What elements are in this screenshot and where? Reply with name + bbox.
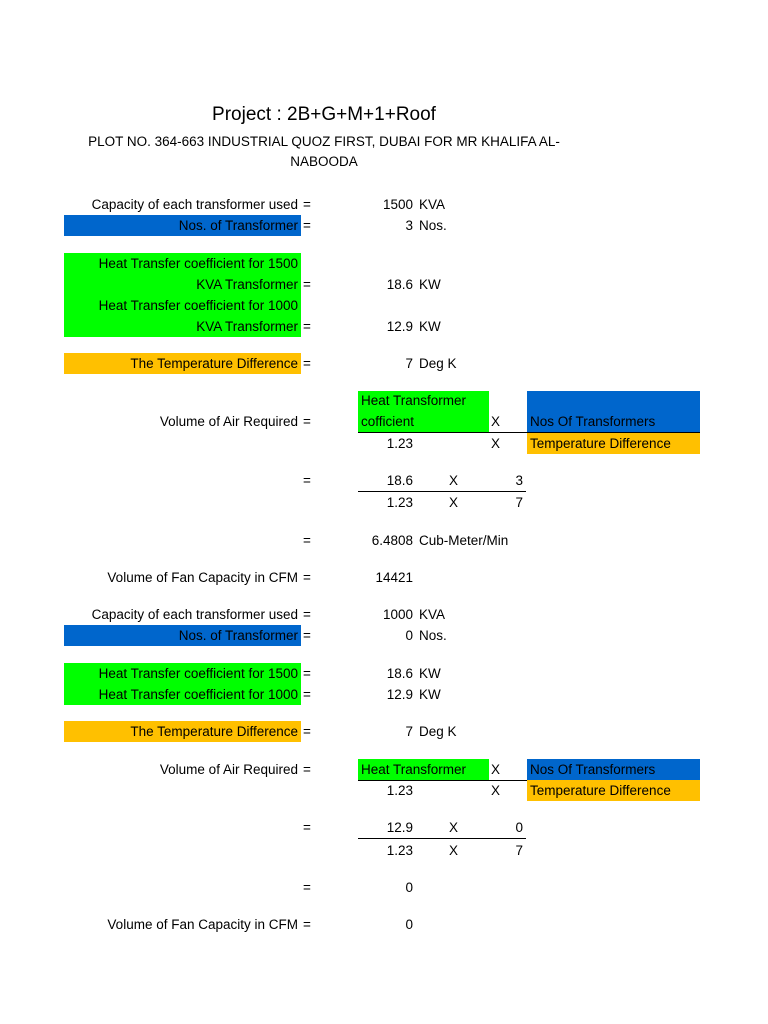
s1-result-unit: Cub-Meter/Min: [419, 533, 509, 548]
s2-htc1000-value: 12.9: [386, 687, 413, 702]
s1-htc1000-label-line2: KVA Transformer: [196, 319, 298, 334]
page-title: Project : 2B+G+M+1+Roof: [212, 104, 436, 125]
s2-calc-num2: 0: [515, 820, 523, 835]
s1-calc-equals: =: [303, 473, 311, 488]
s2-htc1500-label: Heat Transfer coefficient for 1500: [98, 666, 298, 681]
s2-cfm-equals: =: [303, 917, 311, 932]
s2-temp-equals: =: [303, 724, 311, 739]
s2-calc-equals: =: [303, 820, 311, 835]
s2-volume-label: Volume of Air Required: [159, 762, 298, 777]
plot-description-line1: PLOT NO. 364-663 INDUSTRIAL QUOZ FIRST, DUBAI FOR MR KHALIFA AL-: [88, 134, 560, 149]
s1-temp-unit: Deg K: [419, 356, 457, 371]
s2-htc1000-label: Heat Transfer coefficient for 1000: [98, 687, 298, 702]
s1-htc1500-value: 18.6: [386, 277, 413, 292]
s1-capacity-equals: =: [303, 197, 311, 212]
s1-temp-value: 7: [405, 356, 413, 371]
s1-formula-numerator-line2: cofficient: [361, 414, 415, 429]
s2-temp-value: 7: [405, 724, 413, 739]
s1-temp-label: The Temperature Difference: [130, 356, 298, 371]
s1-calc-num2: 3: [515, 473, 523, 488]
s1-capacity-label: Capacity of each transformer used: [91, 197, 298, 212]
s1-calc-multiply-den: X: [449, 495, 459, 510]
s2-htc1500-unit: KW: [419, 666, 441, 681]
s1-nos-value: 3: [405, 218, 413, 233]
plot-description-line2: NABOODA: [290, 154, 358, 169]
s1-calc-multiply: X: [449, 473, 459, 488]
s1-formula-nos-head: Nos Of Transformers: [530, 414, 656, 429]
s2-calc-den1: 1.23: [386, 843, 413, 858]
s1-volume-label: Volume of Air Required: [159, 414, 298, 429]
s2-cfm-label: Volume of Fan Capacity in CFM: [107, 917, 298, 932]
s2-formula-multiply: X: [491, 762, 501, 777]
s1-formula-temp-head: Temperature Difference: [530, 436, 671, 451]
s2-htc1000-unit: KW: [419, 687, 441, 702]
s2-capacity-equals: =: [303, 607, 311, 622]
s2-calc-divider: [358, 838, 526, 839]
s1-htc1000-equals: =: [303, 319, 311, 334]
s1-htc1500-label-line2: KVA Transformer: [196, 277, 298, 292]
s2-result-value: 0: [405, 880, 413, 895]
s2-result-equals: =: [303, 880, 311, 895]
s1-htc1000-unit: KW: [419, 319, 441, 334]
s2-calc-num1: 12.9: [386, 820, 413, 835]
s1-formula-denominator: 1.23: [386, 436, 413, 451]
s2-formula-numerator: Heat Transformer: [361, 762, 467, 777]
s1-calc-num1: 18.6: [386, 473, 413, 488]
s1-capacity-unit: KVA: [419, 197, 446, 212]
s1-volume-equals: =: [303, 414, 311, 429]
s1-nos-equals: =: [303, 218, 311, 233]
s2-htc1500-equals: =: [303, 666, 311, 681]
s2-calc-den2: 7: [515, 843, 523, 858]
s2-nos-unit: Nos.: [419, 628, 447, 643]
s2-formula-denominator: 1.23: [386, 783, 413, 798]
s2-formula-nos-head: Nos Of Transformers: [530, 762, 656, 777]
s1-formula-numerator-line1: Heat Transformer: [361, 393, 467, 408]
s2-nos-equals: =: [303, 628, 311, 643]
s2-calc-multiply-den: X: [449, 843, 459, 858]
s1-nos-label: Nos. of Transformer: [178, 218, 298, 233]
s1-cfm-equals: =: [303, 570, 311, 585]
s1-htc1500-label-line1: Heat Transfer coefficient for 1500: [98, 256, 298, 271]
s2-htc1000-equals: =: [303, 687, 311, 702]
s2-nos-value: 0: [405, 628, 413, 643]
s1-cfm-label: Volume of Fan Capacity in CFM: [107, 570, 298, 585]
s1-formula-multiply-den: X: [491, 436, 501, 451]
s2-volume-equals: =: [303, 762, 311, 777]
s1-temp-equals: =: [303, 356, 311, 371]
s2-capacity-unit: KVA: [419, 607, 446, 622]
s1-calc-den1: 1.23: [386, 495, 413, 510]
s2-formula-temp-head: Temperature Difference: [530, 783, 671, 798]
s2-nos-label: Nos. of Transformer: [178, 628, 298, 643]
s1-capacity-value: 1500: [382, 197, 413, 212]
s2-temp-unit: Deg K: [419, 724, 457, 739]
s1-calc-den2: 7: [515, 495, 523, 510]
s1-htc1000-value: 12.9: [386, 319, 413, 334]
s2-temp-label: The Temperature Difference: [130, 724, 298, 739]
s2-cfm-value: 0: [405, 917, 413, 932]
s1-cfm-value: 14421: [375, 570, 413, 585]
s1-result-value: 6.4808: [371, 533, 413, 548]
s2-capacity-value: 1000: [382, 607, 413, 622]
s1-htc1500-unit: KW: [419, 277, 441, 292]
s1-result-equals: =: [303, 533, 311, 548]
s2-capacity-label: Capacity of each transformer used: [91, 607, 298, 622]
s1-nos-unit: Nos.: [419, 218, 447, 233]
s2-calc-multiply: X: [449, 820, 459, 835]
s1-htc1500-equals: =: [303, 277, 311, 292]
s2-htc1500-value: 18.6: [386, 666, 413, 681]
s1-formula-multiply: X: [491, 414, 501, 429]
s2-formula-multiply-den: X: [491, 783, 501, 798]
s1-htc1000-label-line1: Heat Transfer coefficient for 1000: [98, 298, 298, 313]
